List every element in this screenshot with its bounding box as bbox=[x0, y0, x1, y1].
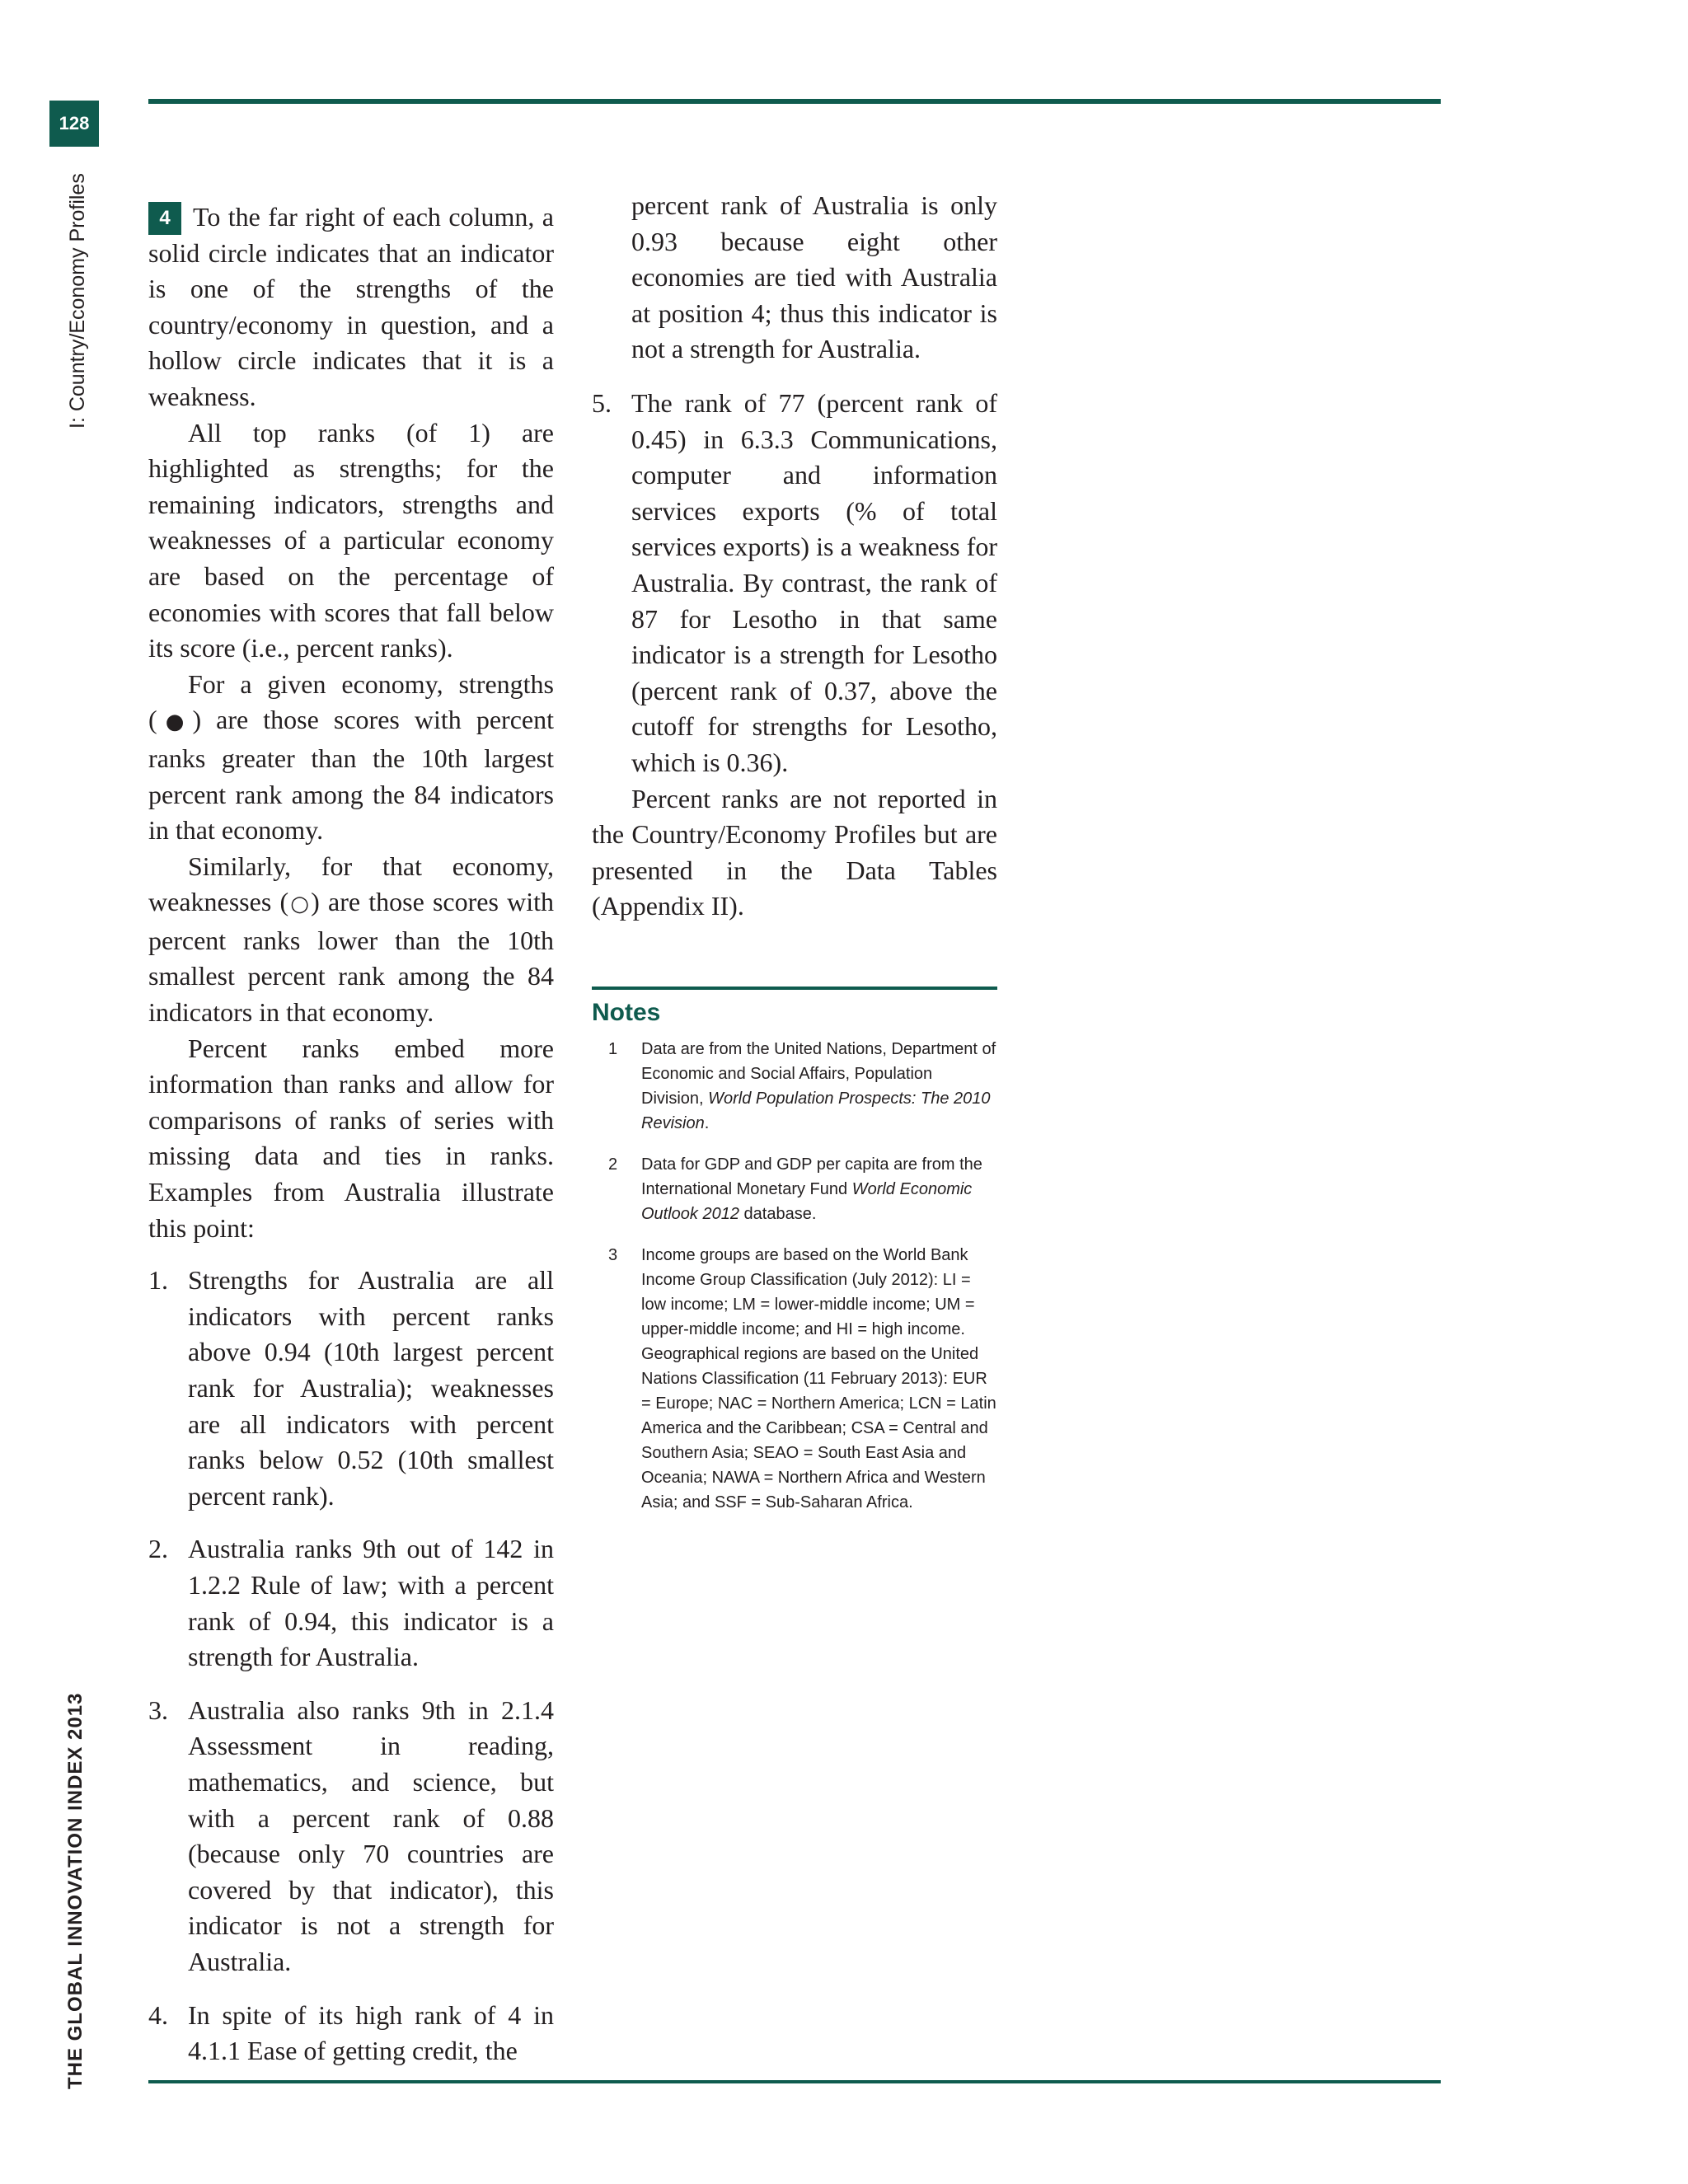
paragraph-5: Percent ranks embed more information than ranks and allow for comparisons of ranks of series with missing data and ties in ranks. Examples from Australia illustrate this point: bbox=[148, 1033, 554, 1243]
list-item-number: 3. bbox=[148, 1694, 168, 1725]
paragraph-4-text-a: Similarly, for that economy, weaknesses ( bbox=[148, 851, 554, 917]
list-item bbox=[592, 386, 997, 781]
list-item bbox=[148, 1998, 554, 2069]
left-column bbox=[148, 199, 554, 2087]
paragraph-3 bbox=[148, 667, 554, 849]
note-number: 1 bbox=[608, 1040, 618, 1058]
list-item-number: 2. bbox=[148, 1534, 168, 1564]
step-badge: 4 bbox=[148, 202, 181, 235]
section-running-head: I: Country/Economy Profiles bbox=[66, 173, 89, 429]
publication-title: THE GLOBAL INNOVATION INDEX 2013 bbox=[64, 1692, 87, 2089]
note-item bbox=[592, 1037, 997, 1136]
note-tail: . bbox=[704, 1114, 710, 1132]
paragraph-1 bbox=[148, 199, 554, 415]
solid-circle-icon: ● bbox=[157, 710, 193, 735]
paragraph-3-text-b: ) are those scores with percent ranks greater than the 10th largest percent rank among the 84 indicators in that economy. bbox=[148, 705, 555, 846]
note-italic: World Economic Outlook 2012 bbox=[641, 1180, 973, 1223]
paragraph-4-text-b: ) are those scores with percent ranks lower than the 10th smallest percent rank among the 84 indicators in that economy. bbox=[148, 887, 555, 1028]
closing-paragraph: Percent ranks are not reported in the Country/Economy Profiles but are presented in the Data Tables (Appendix II). bbox=[592, 783, 997, 921]
notes-list bbox=[592, 1037, 997, 1531]
list-item-text: In spite of its high rank of 4 in 4.1.1 Ease of getting credit, the bbox=[188, 1999, 554, 2066]
list-item-text: Australia ranks 9th out of 142 in 1.2.2 Rule of law; with a percent rank of 0.94, this indicator is a strength for Australia. bbox=[188, 1534, 554, 1672]
list-item-number: 5. bbox=[592, 387, 612, 418]
list-item bbox=[148, 1693, 554, 1980]
note-italic: World Population Prospects: The 2010 Revision bbox=[641, 1090, 991, 1132]
list-item-number: 4. bbox=[148, 1999, 168, 2030]
list-item bbox=[148, 1531, 554, 1675]
notes-rule bbox=[592, 987, 997, 990]
page-number: 128 bbox=[49, 101, 99, 147]
examples-list bbox=[148, 1263, 554, 2069]
notes-heading: Notes bbox=[592, 999, 661, 1026]
note-text: Income groups are based on the World Bank Income Group Classification (July 2012): LI = low income; LM = lower-middle income; UM = upper-middle income; and HI = high income. Geographical regions are based on the United Nations Classification (11 February 2013): EUR = Europe; NAC = Northern America; LCN = Latin America and the Caribbean; CSA = Central and Southern Asia; SEAO = South East Asia and Oceania; NAWA = Northern Africa and Western Asia; and SSF = Sub-Saharan Africa. bbox=[641, 1246, 996, 1511]
list-item bbox=[148, 1263, 554, 1514]
note-text: Data are from the United Nations, Department of Economic and Social Affairs, Population Division, bbox=[641, 1040, 996, 1108]
paragraph-3-text-a: For a given economy, strengths ( bbox=[148, 668, 554, 735]
paragraph-2: All top ranks (of 1) are highlighted as strengths; for the remaining indicators, strengths and weaknesses of a particular economy are based on the percentage of economies with scores that fall below its score (i.e., percent ranks). bbox=[148, 417, 554, 663]
hollow-circle-icon: ○ bbox=[288, 892, 312, 917]
note-item bbox=[592, 1243, 997, 1515]
note-number: 2 bbox=[608, 1155, 618, 1174]
note-tail: database. bbox=[738, 1205, 817, 1223]
right-column bbox=[592, 188, 997, 925]
list-item-text: The rank of 77 (percent rank of 0.45) in 6.3.3 Communications, computer and information services exports (% of total services exports) is a weakness for Australia. By contrast, the rank of 87 for Lesotho in that same indicator is a strength for Lesotho (percent rank of 0.37, above the cutoff for strengths for Lesotho, which is 0.36). bbox=[631, 387, 997, 777]
list-item-text: Australia also ranks 9th in 2.1.4 Assessment in reading, mathematics, and science, but with a percent rank of 0.88 (because only 70 countries are covered by that indicator), this indicator is not a strength for Australia. bbox=[188, 1694, 554, 1976]
paragraph-1-text: To the far right of each column, a solid circle indicates that an indicator is one of the strengths of the country/economy in question, and a hollow circle indicates that it is a weakness. bbox=[148, 202, 554, 411]
list-item-text: Strengths for Australia are all indicators with percent ranks above 0.94 (10th largest percent rank for Australia); weaknesses are all indicators with percent ranks below 0.52 (10th smallest percent rank). bbox=[188, 1265, 554, 1511]
list-item-number: 1. bbox=[148, 1265, 168, 1296]
list-item-4-continuation: percent rank of Australia is only 0.93 because eight other economies are tied with Australia at position 4; thus this indicator is not a strength for Australia. bbox=[631, 190, 997, 364]
note-item bbox=[592, 1152, 997, 1226]
note-text: Data for GDP and GDP per capita are from the International Monetary Fund bbox=[641, 1155, 982, 1198]
paragraph-4 bbox=[148, 849, 554, 1031]
note-number: 3 bbox=[608, 1246, 618, 1264]
top-rule bbox=[148, 99, 1441, 104]
